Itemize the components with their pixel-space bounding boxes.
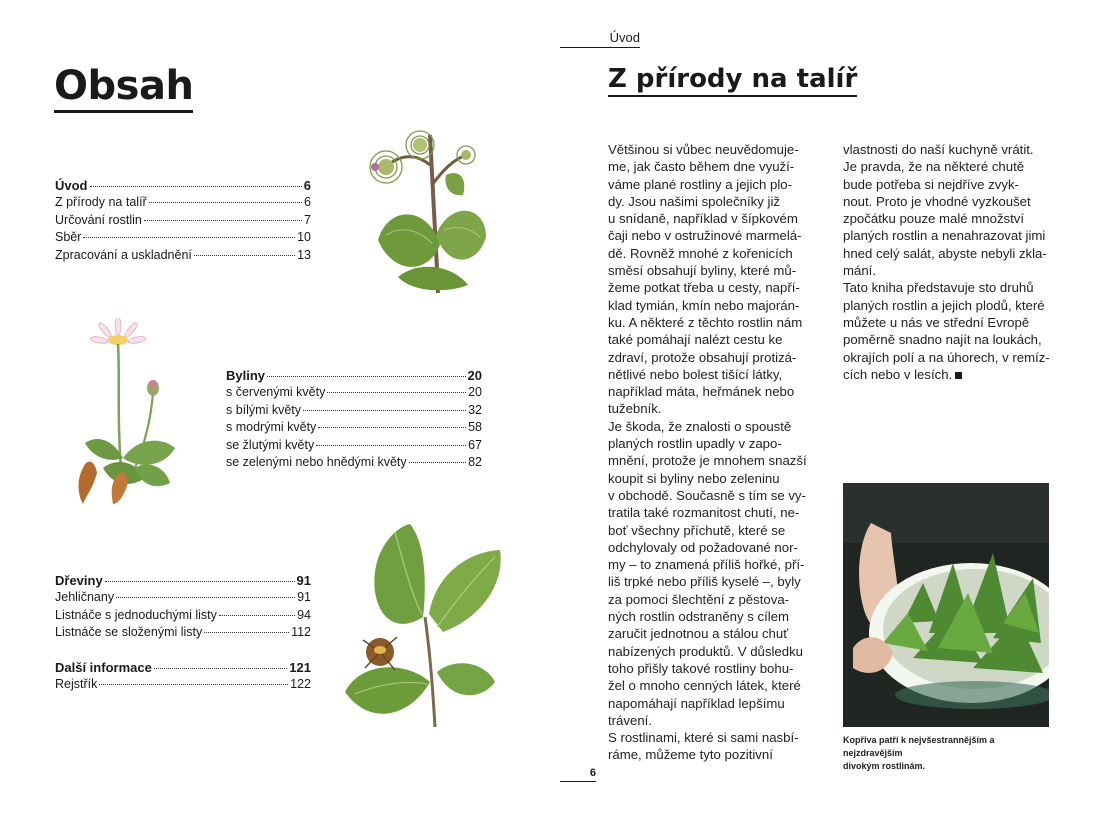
toc-leader-dots [83,237,295,238]
body-text-line: ku. A některé z těchto rostlin nám [608,314,803,330]
toc-leader-dots [204,632,289,633]
toc-leader-dots [267,376,466,377]
body-text-line: koupit si byliny nebo zeleninu [608,470,780,486]
photo-caption-line-2: divokým rostlinám. [843,761,926,771]
toc-entry-page: 32 [468,402,482,417]
toc-entry-label: se žlutými květy [226,437,315,452]
toc-entry [55,607,311,624]
body-text-line: také pomáhají nalézt cestu ke [608,332,783,348]
toc-entry [55,212,311,229]
toc-entry-page: 91 [296,573,311,588]
toc-entry-page: 10 [297,230,311,245]
toc-section-dalsi [55,659,311,694]
toc-entry-label: Další informace [55,660,152,675]
body-text-line: dě. Rovněž mnohé z kořenicích [608,245,793,261]
toc-entry [55,247,311,264]
toc-entry [226,437,482,454]
body-text-line: my – to znamená příliš hořké, pří- [608,557,805,573]
toc-leader-dots [99,684,288,685]
body-text-line: váme plané rostliny a jejich plo- [608,176,792,192]
body-text-line: Tato kniha představuje sto druhů [843,280,1034,296]
body-text-line: odchylovaly od požadované nor- [608,539,798,555]
toc-entry-label: Listnáče se složenými listy [55,625,203,640]
daisy-illustration [75,318,190,508]
body-text-line: S rostlinami, které si sami nasbí- [608,730,799,746]
body-text-line: zdraví, protože obsahují protizá- [608,349,797,365]
body-text-line: můžete u nás ve střední Evropě [843,314,1030,330]
body-text-line: u snídaně, například v šípkovém [608,211,798,227]
toc-leader-dots [327,392,466,393]
toc-entry-label: s modrými květy [226,420,317,435]
toc-entry [226,402,482,419]
toc-section-title [55,572,311,589]
body-text-line: boť všechny příchutě, které se [608,522,786,538]
body-text-line: planých rostlin a jejich plodů, které [843,297,1045,313]
body-text-line: tratila také rozmanitost chutí, ne- [608,505,800,521]
body-text-line: nout. Proto je vhodné vyzkoušet [843,193,1031,209]
body-text-line: planých rostlin a nenahrazovat jimi [843,228,1046,244]
toc-entry-page: 20 [468,385,482,400]
burdock-illustration [358,125,498,295]
toc-entry-page: 112 [291,625,311,640]
body-text-line: ráme, můžeme tyto pozitivní [608,747,773,763]
body-text-line: napomáhají například lepšímu [608,695,785,711]
toc-entry-page: 91 [297,590,311,605]
toc-leader-dots [116,597,295,598]
body-column-2 [843,141,1063,383]
body-text-line: hned celý salát, abyste nebyli zkla- [843,245,1047,261]
toc-entry-label: Z přírody na talíř [55,195,147,210]
toc-entry-label: Listnáče s jednoduchými listy [55,607,217,622]
toc-entry-label: s bílými květy [226,402,302,417]
toc-section-byliny [226,367,482,471]
body-text-line: směsí obsahují byliny, které mů- [608,263,797,279]
toc-entry [226,384,482,401]
body-text-line: liš trpké nebo příliš kyselé –, byly [608,574,801,590]
body-text-line: Je pravda, že na některé chutě [843,159,1025,175]
chapter-title: Z přírody na talíř [608,63,857,97]
toc-entry-page: 7 [304,212,311,227]
body-text-line: žeme potkat třeba u cesty, napří- [608,280,800,296]
body-text-line: klad tymián, kmín nebo majorán- [608,297,800,313]
body-text-line: okrajích polí a na úhorech, v remíz- [843,349,1050,365]
body-text-line: v obchodě. Současně s tím se vy- [608,487,806,503]
toc-entry-label: Jehličnany [55,590,115,605]
toc-leader-dots [105,581,295,582]
toc-entry [55,676,311,693]
body-text-line: zaručit jednotnou a stálou chuť [608,626,789,642]
toc-entry-label: Sběr [55,230,82,245]
toc-leader-dots [194,255,295,256]
toc-entry [55,194,311,211]
body-text-line: například máta, heřmánek nebo [608,384,795,400]
toc-entry-page: 58 [468,420,482,435]
body-text-line: trávení. [608,712,652,728]
body-text-line: ných rostlin odstraněny s cílem [608,609,790,625]
toc-entry-page: 121 [289,660,311,675]
body-text-line: toho přišly takové rostliny bohu- [608,660,794,676]
photo-caption [843,734,1053,773]
end-of-article-mark [955,372,962,379]
toc-entry-page: 122 [290,677,311,692]
toc-leader-dots [316,445,466,446]
toc-entry-label: Byliny [226,368,266,383]
toc-leader-dots [154,668,287,669]
toc-leader-dots [303,410,466,411]
body-text-line: Je škoda, že znalosti o spoustě [608,418,792,434]
toc-section-dreviny [55,572,311,642]
toc-entry-page: 6 [304,195,311,210]
body-text-line: bude potřeba si nejdříve zvyk- [843,176,1019,192]
body-text-line: dy. Jsou našimi společníky již [608,193,780,209]
toc-entry-label: Určování rostlin [55,212,142,227]
nettle-bowl-image [843,483,1049,727]
toc-section-title [55,659,311,676]
toc-leader-dots [149,202,302,203]
body-text-line: nětlivé nebo bolest tišící látky, [608,366,783,382]
body-text-line: poměrně snadno najít na loukách, [843,332,1042,348]
toc-entry-label: Zpracování a uskladnění [55,247,192,262]
toc-entry [55,229,311,246]
body-text-line: Většinou si vůbec neuvědomuje- [608,142,799,157]
body-text-line: mnění, protože je mnohem snazší [608,453,807,469]
right-page [560,0,1115,820]
page-number: 6 [560,767,596,782]
toc-section-title [226,367,482,384]
toc-leader-dots [90,186,302,187]
toc-leader-dots [219,615,295,616]
toc-entry [55,624,311,641]
toc-entry-page: 82 [468,455,482,470]
toc-leader-dots [409,462,466,463]
toc-entry-page: 94 [297,607,311,622]
body-text-line: čaji nebo v ostružinové marmelá- [608,228,802,244]
toc-entry [226,419,482,436]
body-text-line: žel o mnoho cenných látek, které [608,678,801,694]
running-head: Úvod [560,30,640,48]
toc-leader-dots [318,427,466,428]
toc-entry-label: Dřeviny [55,573,103,588]
toc-entry-label: s červenými květy [226,385,326,400]
body-text-line: tužebník. [608,401,662,417]
body-text-line: vlastnosti do naší kuchyně vrátit. [843,142,1034,157]
body-column-1 [608,141,820,764]
toc-entry-page: 67 [468,437,482,452]
toc-entry-label: Úvod [55,178,88,193]
beech-illustration [345,522,510,732]
toc-section-title [55,177,311,194]
body-text-line: me, jak často během dne využí- [608,159,795,175]
body-text-line: za pomoci šlechtění z pěstova- [608,591,790,607]
body-text-line: mání. [843,263,876,279]
body-text-line: planých rostlin upadly v zapo- [608,436,782,452]
toc-heading: Obsah [54,62,193,113]
toc-section-uvod [55,177,311,264]
toc-entry-label: Rejstřík [55,677,98,692]
body-text-line: zpočátku pouze malé množství [843,211,1025,227]
body-text-line: nabízených produktů. V důsledku [608,643,804,659]
toc-entry-page: 13 [297,247,311,262]
toc-entry-page: 6 [303,178,311,193]
toc-entry-label: se zelenými nebo hnědými květy [226,455,407,470]
toc-entry [55,589,311,606]
body-text-line: cích nebo v lesích. [843,366,1063,383]
toc-leader-dots [144,220,302,221]
nettle-bowl-photo [843,483,1049,727]
toc-entry-page: 20 [467,368,482,383]
toc-entry [226,454,482,471]
photo-caption-line-1: Kopřiva patří k nejvšestrannějším a nejzdravějším [843,735,995,758]
